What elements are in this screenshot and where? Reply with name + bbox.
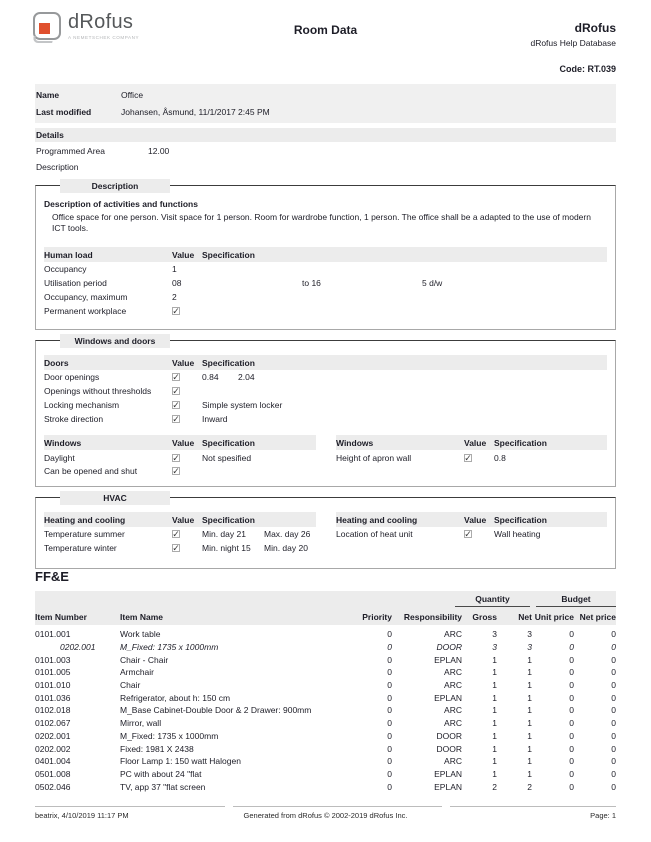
ffe-cell-name: TV, app 37 "flat screen [120, 781, 206, 792]
ffe-cell-priority: 0 [387, 705, 392, 716]
ffe-cell-net: 2 [527, 781, 532, 792]
column-header: Item Number [35, 611, 87, 622]
table-row [44, 371, 607, 384]
header-right-block [530, 21, 616, 48]
row-spec: Min. night 15 [202, 543, 251, 554]
ffe-cell-responsibility: EPLAN [434, 654, 462, 665]
row-spec: Min. day 20 [264, 543, 308, 554]
ffe-cell-net: 3 [527, 642, 532, 653]
table-row [44, 277, 607, 290]
checkbox-checked-icon: ✓ [172, 413, 180, 424]
row-value: Office [121, 89, 144, 100]
ffe-cell-gross: 3 [492, 629, 497, 640]
ffe-cell-net: 1 [527, 692, 532, 703]
column-header: Windows [44, 437, 82, 448]
checkbox-checked-icon: ✓ [464, 529, 472, 540]
row-value: 08 [172, 278, 182, 289]
ffe-cell-number: 0102.067 [35, 718, 71, 729]
column-header: Heating and cooling [44, 514, 126, 525]
ffe-cell-net: 1 [527, 654, 532, 665]
row-label: Description [36, 162, 79, 172]
column-header: Value [464, 514, 487, 525]
ffe-cell-number: 0101.010 [35, 680, 71, 691]
ffe-cell-unit_price: 0 [569, 718, 574, 729]
section-title: Description [60, 179, 170, 193]
ffe-cell-number: 0101.003 [35, 654, 71, 665]
ffe-cell-responsibility: ARC [444, 705, 462, 716]
row-label: Stroke direction [44, 413, 104, 424]
ffe-table-row [35, 628, 616, 641]
column-header: Net [518, 611, 532, 622]
ffe-table-row [35, 730, 616, 743]
ffe-cell-net_price: 0 [611, 629, 616, 640]
ffe-cell-net: 1 [527, 680, 532, 691]
ffe-cell-net: 3 [527, 629, 532, 640]
ffe-cell-unit_price: 0 [569, 756, 574, 767]
column-header: Unit price [534, 611, 574, 622]
ffe-cell-gross: 2 [492, 781, 497, 792]
ffe-heading: FF&E [35, 569, 69, 584]
ffe-cell-priority: 0 [387, 756, 392, 767]
column-header: Gross [472, 611, 497, 622]
row-spec: Wall heating [494, 529, 541, 540]
ffe-cell-gross: 1 [492, 718, 497, 729]
column-header: Responsibility [403, 611, 462, 622]
ffe-cell-responsibility: DOOR [436, 642, 462, 653]
ffe-cell-net: 1 [527, 718, 532, 729]
column-header: Specification [494, 514, 547, 525]
column-header: Value [172, 514, 195, 525]
ffe-cell-number: 0202.001 [60, 642, 96, 653]
row-spec: 5 d/w [422, 278, 443, 289]
ffe-cell-name: M_Fixed: 1735 x 1000mm [120, 642, 219, 653]
row-spec: Simple system locker [202, 399, 283, 410]
ffe-table-row [35, 653, 616, 666]
checkbox-checked-icon: ✓ [172, 372, 180, 383]
ffe-cell-net_price: 0 [611, 718, 616, 729]
checkbox-checked-icon: ✓ [172, 529, 180, 540]
ffe-cell-responsibility: DOOR [436, 730, 462, 741]
ffe-cell-responsibility: EPLAN [434, 781, 462, 792]
ffe-cell-responsibility: EPLAN [434, 692, 462, 703]
ffe-cell-priority: 0 [387, 781, 392, 792]
column-header: Specification [202, 249, 255, 260]
ffe-cell-net_price: 0 [611, 756, 616, 767]
ffe-cell-responsibility: DOOR [436, 743, 462, 754]
ffe-cell-name: Mirror, wall [120, 718, 162, 729]
footer-user-timestamp: beatrix, 4/10/2019 11:17 PM [35, 811, 129, 820]
database-brand: dRofus [574, 21, 616, 35]
ffe-cell-gross: 3 [492, 642, 497, 653]
ffe-table-row [35, 679, 616, 692]
ffe-cell-unit_price: 0 [569, 667, 574, 678]
group-header-quantity: Quantity [455, 594, 530, 607]
checkbox-checked-icon: ✓ [464, 452, 472, 463]
column-header: Priority [362, 611, 392, 622]
checkbox-checked-icon: ✓ [172, 386, 180, 397]
ffe-cell-gross: 1 [492, 705, 497, 716]
row-label: Can be opened and shut [44, 466, 138, 477]
ffe-table-row [35, 704, 616, 717]
ffe-cell-name: Floor Lamp 1: 150 watt Halogen [120, 756, 241, 767]
table-header [44, 512, 316, 527]
table-header [44, 435, 316, 450]
ffe-table-header [35, 591, 616, 625]
ffe-table-row [35, 742, 616, 755]
footer [35, 811, 616, 823]
row-value: Johansen, Åsmund, 11/1/2017 2:45 PM [121, 106, 270, 117]
ffe-cell-gross: 1 [492, 743, 497, 754]
row-value: 1 [172, 264, 177, 275]
ffe-cell-priority: 0 [387, 667, 392, 678]
column-header: Windows [336, 437, 374, 448]
footer-generated-by: Generated from dRofus © 2002-2019 dRofus Inc. [243, 811, 408, 820]
column-header: Value [464, 437, 487, 448]
column-header: Value [172, 249, 195, 260]
ffe-cell-net_price: 0 [611, 667, 616, 678]
ffe-cell-priority: 0 [387, 642, 392, 653]
ffe-cell-net_price: 0 [611, 642, 616, 653]
ffe-cell-gross: 1 [492, 768, 497, 779]
ffe-cell-priority: 0 [387, 692, 392, 703]
ffe-cell-number: 0101.001 [35, 629, 71, 640]
table-header [336, 435, 607, 450]
ffe-cell-unit_price: 0 [569, 705, 574, 716]
ffe-cell-unit_price: 0 [569, 730, 574, 741]
column-header: Specification [494, 437, 547, 448]
ffe-cell-net_price: 0 [611, 654, 616, 665]
group-header-budget: Budget [536, 594, 616, 607]
ffe-cell-gross: 1 [492, 756, 497, 767]
table-row [44, 412, 607, 425]
row-spec: Not spesified [202, 452, 252, 463]
row-label: Location of heat unit [336, 529, 413, 540]
details-header: Details [35, 128, 616, 142]
checkbox-checked-icon: ✓ [172, 543, 180, 554]
ffe-cell-number: 0202.001 [35, 730, 71, 741]
row-label: Door openings [44, 372, 100, 383]
checkbox-checked-icon: ✓ [172, 452, 180, 463]
ffe-cell-net_price: 0 [611, 705, 616, 716]
ffe-cell-name: Chair - Chair [120, 654, 169, 665]
row-label: Height of apron wall [336, 452, 412, 463]
ffe-cell-priority: 0 [387, 743, 392, 754]
row-value: 2 [172, 291, 177, 302]
ffe-cell-name: Armchair [120, 667, 155, 678]
table-row [336, 528, 607, 541]
ffe-cell-unit_price: 0 [569, 768, 574, 779]
ffe-cell-gross: 1 [492, 667, 497, 678]
room-code: Code: RT.039 [559, 64, 616, 74]
column-header: Net price [579, 611, 616, 622]
checkbox-checked-icon: ✓ [172, 399, 180, 410]
ffe-cell-net_price: 0 [611, 781, 616, 792]
ffe-cell-name: M_Base Cabinet-Double Door & 2 Drawer: 900mm [120, 705, 312, 716]
ffe-cell-number: 0202.002 [35, 743, 71, 754]
footer-divider [35, 806, 616, 807]
row-label: Openings without thresholds [44, 386, 152, 397]
row-spec: 0.84 [202, 372, 219, 383]
ffe-cell-number: 0101.005 [35, 667, 71, 678]
ffe-cell-priority: 0 [387, 718, 392, 729]
description-section [35, 181, 616, 330]
table-row [44, 465, 316, 478]
ffe-cell-net_price: 0 [611, 680, 616, 691]
ffe-cell-unit_price: 0 [569, 680, 574, 691]
table-row [35, 160, 616, 174]
column-header: Doors [44, 357, 69, 368]
ffe-cell-number: 0101.036 [35, 692, 71, 703]
checkbox-checked-icon: ✓ [172, 466, 180, 477]
row-label: Temperature winter [44, 543, 117, 554]
ffe-cell-gross: 1 [492, 680, 497, 691]
ffe-cell-net_price: 0 [611, 730, 616, 741]
ffe-cell-number: 0401.004 [35, 756, 71, 767]
ffe-cell-priority: 0 [387, 730, 392, 741]
ffe-cell-number: 0501.008 [35, 768, 71, 779]
row-spec: to 16 [302, 278, 321, 289]
ffe-cell-responsibility: ARC [444, 718, 462, 729]
ffe-cell-net: 1 [527, 730, 532, 741]
ffe-cell-gross: 1 [492, 730, 497, 741]
table-header [44, 355, 607, 370]
row-label: Daylight [44, 452, 75, 463]
ffe-cell-unit_price: 0 [569, 654, 574, 665]
report-title: Room Data [293, 23, 358, 37]
ffe-table [35, 591, 616, 793]
column-header: Value [172, 437, 195, 448]
ffe-cell-net: 1 [527, 705, 532, 716]
ffe-cell-number: 0502.046 [35, 781, 71, 792]
checkbox-checked-icon: ✓ [172, 305, 180, 316]
row-spec: 2.04 [238, 372, 255, 383]
row-label: Last modified [36, 106, 92, 117]
row-label: Name [36, 89, 60, 100]
ffe-cell-name: Chair [120, 680, 141, 691]
ffe-cell-responsibility: ARC [444, 629, 462, 640]
row-label: Programmed Area [36, 146, 105, 156]
row-label: Permanent workplace [44, 305, 127, 316]
details-block [35, 128, 616, 174]
column-header: Specification [202, 357, 255, 368]
ffe-cell-net: 1 [527, 756, 532, 767]
column-header: Heating and cooling [336, 514, 418, 525]
table-row [44, 542, 316, 555]
windows-doors-section [35, 336, 616, 487]
hvac-section [35, 493, 616, 569]
table-row [44, 263, 607, 276]
ffe-cell-net_price: 0 [611, 692, 616, 703]
row-value: 12.00 [148, 146, 170, 156]
table-row [44, 451, 316, 464]
ffe-cell-name: Work table [120, 629, 161, 640]
column-header: Item Name [120, 611, 163, 622]
table-row [44, 385, 607, 398]
row-label: Locking mechanism [44, 399, 120, 410]
row-label: Utilisation period [44, 278, 107, 289]
ffe-cell-name: Refrigerator, about h: 150 cm [120, 692, 231, 703]
section-title: Windows and doors [60, 334, 170, 348]
row-label: Occupancy [44, 264, 87, 275]
ffe-table-row [35, 780, 616, 793]
ffe-cell-responsibility: EPLAN [434, 768, 462, 779]
table-row [35, 144, 616, 158]
ffe-cell-net_price: 0 [611, 768, 616, 779]
ffe-cell-responsibility: ARC [444, 756, 462, 767]
ffe-cell-priority: 0 [387, 768, 392, 779]
ffe-cell-number: 0102.018 [35, 705, 71, 716]
ffe-cell-unit_price: 0 [569, 743, 574, 754]
ffe-table-row [35, 641, 616, 654]
ffe-cell-net_price: 0 [611, 743, 616, 754]
table-row [44, 528, 316, 541]
section-title: HVAC [60, 491, 170, 505]
row-spec: Min. day 21 [202, 529, 246, 540]
ffe-cell-net: 1 [527, 667, 532, 678]
logo-brand-text: dRofus [68, 11, 134, 33]
room-info-block [35, 84, 616, 123]
row-label: Occupancy, maximum [44, 291, 128, 302]
column-header: Specification [202, 437, 255, 448]
table-header [44, 247, 607, 262]
ffe-cell-gross: 1 [492, 692, 497, 703]
table-row [35, 86, 616, 103]
ffe-table-row [35, 755, 616, 768]
ffe-cell-net: 1 [527, 768, 532, 779]
ffe-cell-responsibility: ARC [444, 680, 462, 691]
ffe-cell-unit_price: 0 [569, 692, 574, 703]
row-label: Temperature summer [44, 529, 125, 540]
table-row [44, 399, 607, 412]
table-header [336, 512, 607, 527]
table-row [44, 304, 607, 317]
column-header: Value [172, 357, 195, 368]
ffe-cell-unit_price: 0 [569, 642, 574, 653]
row-spec: Inward [202, 413, 228, 424]
logo-tagline: A NEMETSCHEK COMPANY [68, 35, 140, 40]
ffe-cell-gross: 1 [492, 654, 497, 665]
ffe-cell-unit_price: 0 [569, 629, 574, 640]
ffe-table-row [35, 666, 616, 679]
ffe-table-row [35, 768, 616, 781]
column-header: Human load [44, 249, 93, 260]
ffe-cell-name: Fixed: 1981 X 2438 [120, 743, 194, 754]
ffe-cell-priority: 0 [387, 654, 392, 665]
ffe-cell-net: 1 [527, 743, 532, 754]
ffe-cell-name: M_Fixed: 1735 x 1000mm [120, 730, 219, 741]
ffe-cell-priority: 0 [387, 629, 392, 640]
description-subtitle: Description of activities and functions [44, 199, 198, 209]
column-header: Specification [202, 514, 255, 525]
database-name: dRofus Help Database [530, 38, 616, 48]
ffe-cell-responsibility: ARC [444, 667, 462, 678]
ffe-table-body [35, 625, 616, 793]
ffe-cell-unit_price: 0 [569, 781, 574, 792]
footer-page-number: Page: 1 [590, 811, 616, 820]
ffe-table-row [35, 691, 616, 704]
description-paragraph: Office space for one person. Visit space for 1 person. Room for wardrobe function, 1 person. The office shall be a adapted to the use of modern ICT tools. [52, 212, 591, 233]
table-row [336, 451, 607, 464]
row-spec: 0.8 [494, 452, 506, 463]
table-row [35, 103, 616, 120]
ffe-table-row [35, 717, 616, 730]
table-row [44, 291, 607, 304]
ffe-cell-priority: 0 [387, 680, 392, 691]
ffe-cell-name: PC with about 24 "flat [120, 768, 202, 779]
row-spec: Max. day 26 [264, 529, 311, 540]
